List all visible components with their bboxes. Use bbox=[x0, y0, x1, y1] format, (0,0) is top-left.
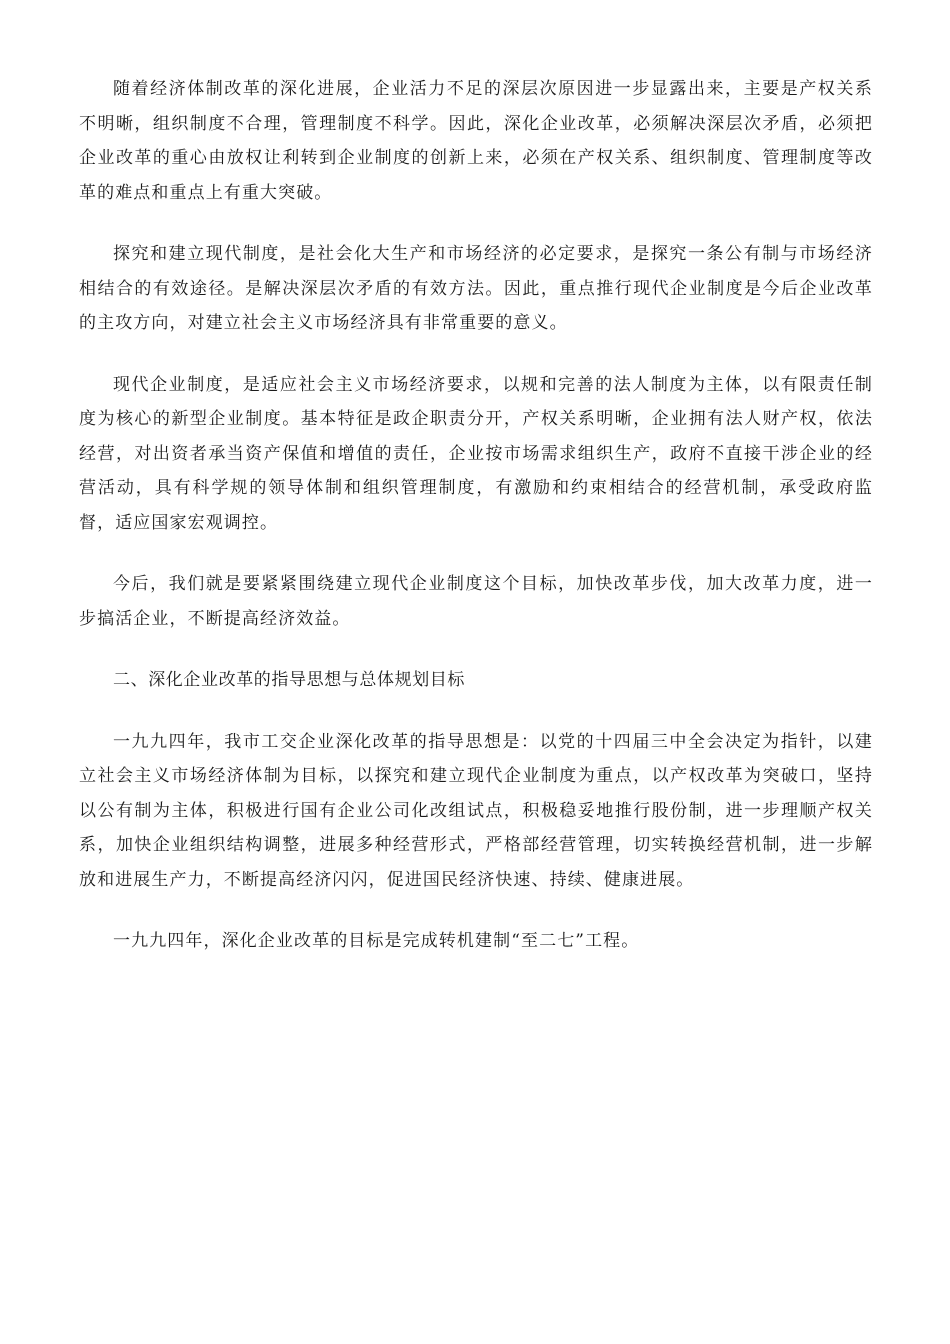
section-heading: 二、深化企业改革的指导思想与总体规划目标 bbox=[113, 670, 465, 690]
paragraph-reform-target: 一九九四年，深化企业改革的目标是完成转机建制“至二七”工程。 bbox=[113, 931, 640, 951]
paragraph-future-goal: 今后，我们就是要紧紧围绕建立现代企业制度这个目标，加快改革步伐，加大改革力度，进一步搞活企业，不断提高经济效益。 bbox=[79, 574, 873, 629]
paragraph-guiding-ideology: 一九九四年，我市工交企业深化改革的指导思想是：以党的十四届三中全会决定为指针，以建立社会主义市场经济体制为目标，以探究和建立现代企业制度为重点，以产权改革为突破口，坚持以公有制为主体，积极进行国有企业公司化改组试点，积极稳妥地推行股份制，进一步理顺产权关系，加快企业组织结构调整，进展多种经营形式，严格部经营管理，切实转换经营机制，进一步解放和进展生产力，不断提高经济闪闪，促进国民经济快速、持续、健康进展。 bbox=[79, 731, 873, 890]
document-body bbox=[79, 72, 873, 986]
paragraph-property-rights: 随着经济体制改革的深化进展，企业活力不足的深层次原因进一步显露出来，主要是产权关系不明晰，组织制度不合理，管理制度不科学。因此，深化企业改革，必须解决深层次矛盾，必须把企业改革的重心由放权让利转到企业制度的创新上来，必须在产权关系、组织制度、管理制度等改革的难点和重点上有重大突破。 bbox=[79, 79, 873, 203]
paragraph-modern-system-exploration: 探究和建立现代制度，是社会化大生产和市场经济的必定要求，是探究一条公有制与市场经济相结合的有效途径。是解决深层次矛盾的有效方法。因此，重点推行现代企业制度是今后企业改革的主攻方向，对建立社会主义市场经济具有非常重要的意义。 bbox=[79, 244, 873, 333]
paragraph-modern-enterprise-definition: 现代企业制度，是适应社会主义市场经济要求，以规和完善的法人制度为主体，以有限责任制度为核心的新型企业制度。基本特征是政企职责分开，产权关系明晰，企业拥有法人财产权，依法经营，对出资者承当资产保值和增值的责任，企业按市场需求组织生产，政府不直接干涉企业的经营活动，具有科学规的领导体制和组织管理制度，有激励和约束相结合的经营机制，承受政府监督，适应国家宏观调控。 bbox=[79, 374, 873, 533]
